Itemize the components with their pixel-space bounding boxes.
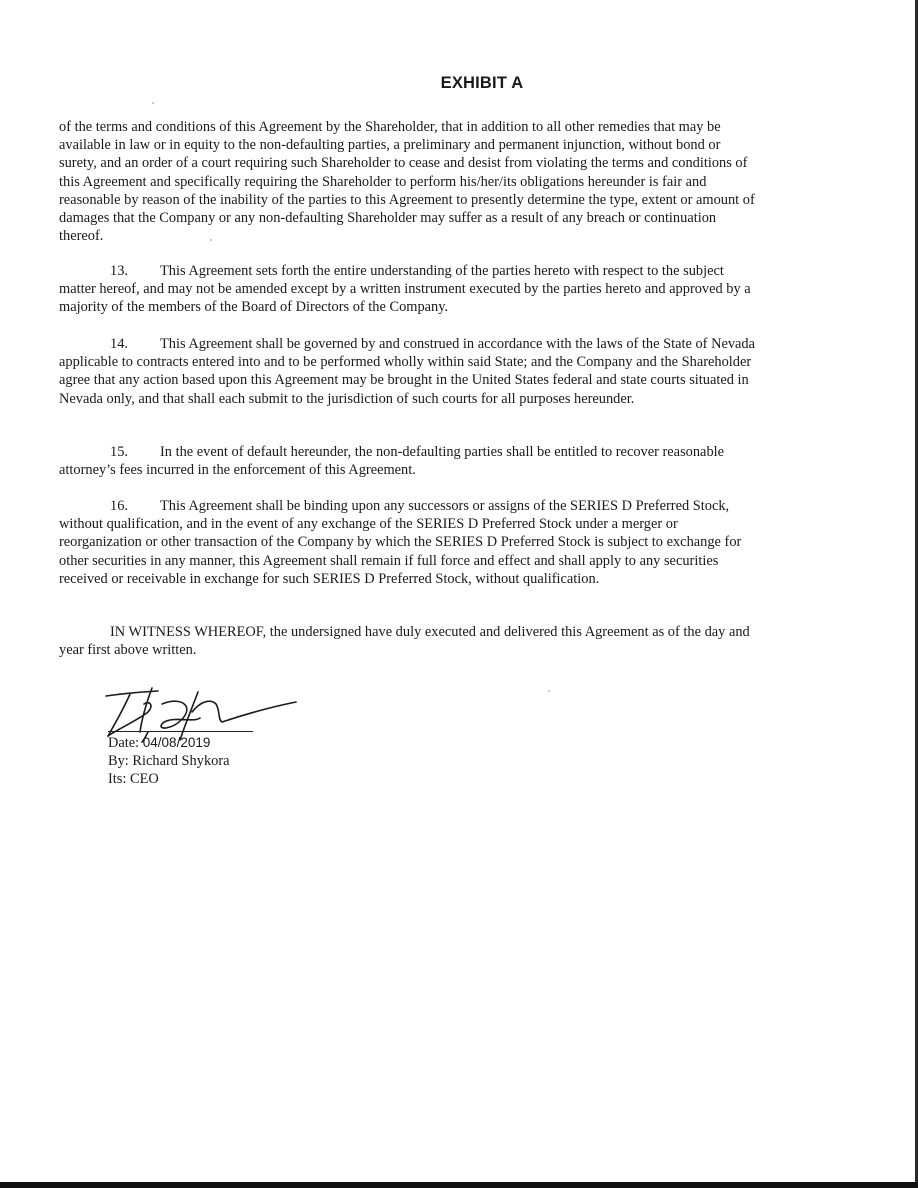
witness-clause xyxy=(59,623,759,659)
by-value: Richard Shykora xyxy=(132,753,230,769)
date-label: Date: xyxy=(108,735,140,751)
signature-block xyxy=(108,682,368,792)
paragraph-text: This Agreement sets forth the entire understanding of the parties hereto with respect to the subject matter hereof, and may not be amended except by a written instrument executed by the parties hereto and approved by a majority of the members of the Board of Directors of the Company. xyxy=(59,263,751,316)
paragraph-text: of the terms and conditions of this Agreement by the Shareholder, that in addition to all other remedies that may be available in law or in equity to the non-defaulting parties, a preliminary and permanent injunction, without bond or surety, and an order of a court requiring such Shareholder to cease and desist from violating the terms and conditions of this Agreement and specifically requiring the Shareholder to perform his/her/its obligations hereunder is fair and reasonable by reason of the inability of the parties to this Agreement to presently determine the type, extent or amount of damages that the Company or any non-defaulting Shareholder may suffer as a result of any breach or continuation thereof. xyxy=(59,119,755,245)
paragraph-text: In the event of default hereunder, the non-defaulting parties shall be entitled to recover reasonable attorney’s fees incurred in the enforcement of this Agreement. xyxy=(59,444,725,479)
its-value: CEO xyxy=(130,771,159,787)
scan-speck xyxy=(152,102,154,104)
paragraph-text: IN WITNESS WHEREOF, the undersigned have duly executed and delivered this Agreement as of the day and year first above written. xyxy=(59,624,750,659)
paragraph-number: 15. xyxy=(110,444,128,460)
by-label: By: xyxy=(108,753,129,769)
paragraph-text: This Agreement shall be binding upon any successors or assigns of the SERIES D Preferred Stock, without qualification, and in the event of any exchange of the SERIES D Preferred Stock under a merger or reorganization or other transaction of the Company by which the SERIES D Preferred Stock is subject to exchange for other securities in any manner, this Agreement shall remain if full force and effect and shall apply to any securities received or receivable in exchange for such SERIES D Preferred Stock, without qualification. xyxy=(59,498,742,587)
paragraph-number: 16. xyxy=(110,498,128,514)
date-value: 04/08/2019 xyxy=(142,735,211,750)
signature-its xyxy=(108,770,159,788)
paragraph-13 xyxy=(59,262,759,317)
signature-date xyxy=(108,734,210,752)
signature-by xyxy=(108,752,230,770)
paragraph-15 xyxy=(59,443,759,479)
paragraph-14 xyxy=(59,335,759,408)
scan-speck xyxy=(548,690,550,692)
scan-bottom-edge xyxy=(0,1182,918,1188)
paragraph-continuation xyxy=(59,118,759,245)
paragraph-text: This Agreement shall be governed by and construed in accordance with the laws of the State of Nevada applicable to contracts entered into and to be performed wholly within said State; and the Company and the Shareholder agree that any action based upon this Agreement may be brought in the United States federal and state courts situated in Nevada only, and that shall each submit to the jurisdiction of such courts for all purposes hereunder. xyxy=(59,336,756,407)
signature-line xyxy=(108,731,253,732)
page-title: EXHIBIT A xyxy=(440,74,524,92)
paragraph-16 xyxy=(59,497,759,588)
paragraph-number: 13. xyxy=(110,263,128,279)
paragraph-number: 14. xyxy=(110,336,128,352)
its-label: Its: xyxy=(108,771,127,787)
